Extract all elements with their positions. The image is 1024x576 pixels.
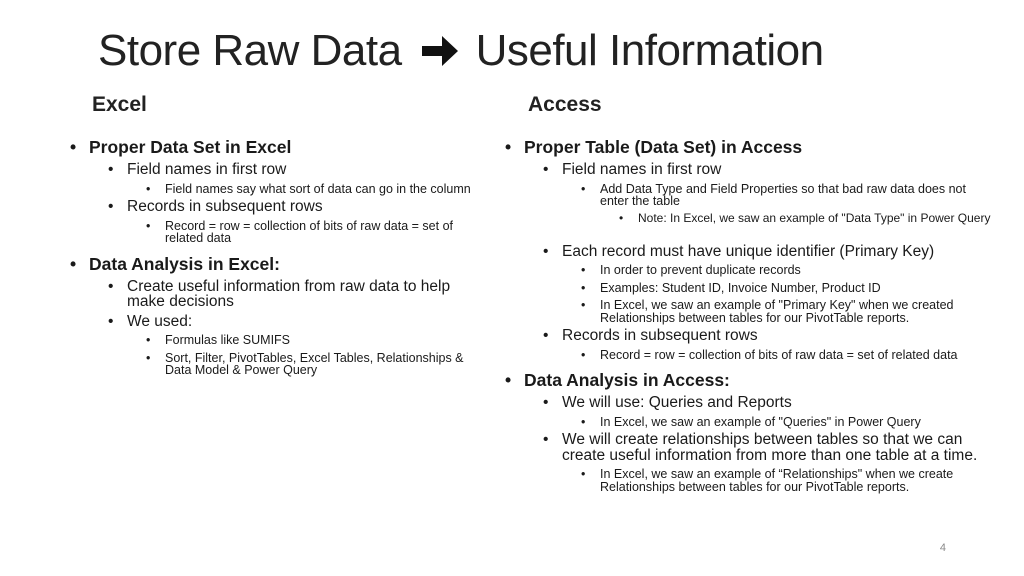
list-item: • Record = row = collection of bits of raw data = set of related data [146,220,490,245]
list-item: • Sort, Filter, PivotTables, Excel Tables, Relationships & Data Model & Power Query [146,352,490,377]
list-item: • We will use: Queries and Reports [543,395,995,411]
access-column [505,136,995,496]
list-item: • In Excel, we saw an example of “Relationships" when we create Relationships between tables for our PivotTable reports. [581,468,995,493]
list-item: • Formulas like SUMIFS [146,334,490,347]
list-item: • In order to prevent duplicate records [581,264,995,277]
list-item: • We will create relationships between tables so that we can create useful information from more than one table at a time. [543,432,995,463]
list-item: • Note: In Excel, we saw an example of "Data Type" in Power Query [619,212,995,224]
list-item: • Add Data Type and Field Properties so that bad raw data does not enter the table [581,183,995,208]
list-item: • In Excel, we saw an example of "Queries" in Power Query [581,416,995,429]
list-item: • Records in subsequent rows [543,328,995,344]
list-item: • Record = row = collection of bits of raw data = set of related data [581,349,995,362]
excel-column [70,136,490,380]
bold-right-arrow-icon [418,29,462,73]
list-item: • Each record must have unique identifier (Primary Key) [543,244,995,260]
list-item: • Proper Data Set in Excel [70,136,490,158]
slide-title [98,26,824,76]
list-item: • Proper Table (Data Set) in Access [505,136,995,158]
list-item: • In Excel, we saw an example of "Primary Key" when we created Relationships between tables for our PivotTable reports. [581,299,995,324]
list-item: • Examples: Student ID, Invoice Number, Product ID [581,282,995,295]
list-item: • Records in subsequent rows [108,199,490,215]
page-number: 4 [939,542,946,554]
list-item: • Field names in first row [108,162,490,178]
title-left-text: Store Raw Data [98,26,402,75]
title-right-text: Useful Information [475,26,824,75]
spacer [505,226,995,240]
list-item: • Data Analysis in Access: [505,369,995,391]
excel-heading: Excel [92,93,147,116]
list-item: • Field names say what sort of data can go in the column [146,183,490,196]
list-item: • Field names in first row [543,162,995,178]
list-item: • Create useful information from raw data to help make decisions [108,279,490,310]
access-heading: Access [528,93,602,116]
list-item: • We used: [108,314,490,330]
list-item: • Data Analysis in Excel: [70,253,490,275]
